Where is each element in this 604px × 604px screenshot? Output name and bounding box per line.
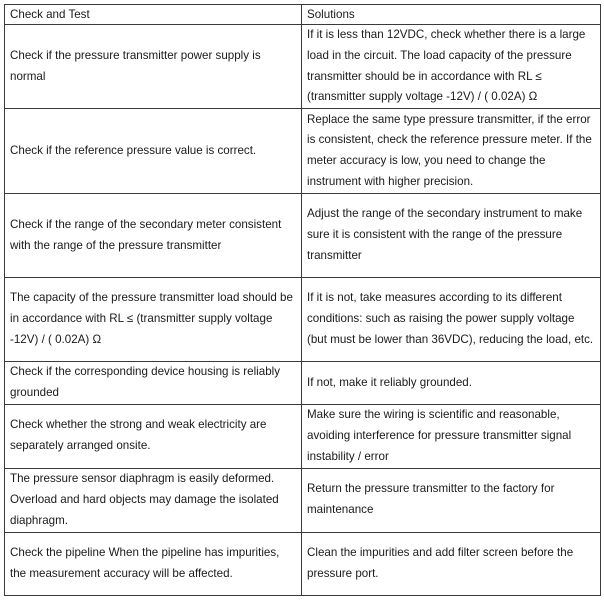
solution-cell: Return the pressure transmitter to the factory for maintenance xyxy=(302,468,601,532)
header-solutions: Solutions xyxy=(302,5,601,25)
check-cell: Check if the reference pressure value is correct. xyxy=(5,109,302,194)
check-cell: Check if the pressure transmitter power supply is normal xyxy=(5,25,302,109)
check-cell: Check the pipeline When the pipeline has impurities, the measurement accuracy will be affected. xyxy=(5,532,302,595)
table-row xyxy=(5,362,601,405)
solution-cell: Make sure the wiring is scientific and reasonable, avoiding interference for pressure transmitter signal instability / error xyxy=(302,404,601,468)
check-cell: The pressure sensor diaphragm is easily deformed. Overload and hard objects may damage the isolated diaphragm. xyxy=(5,468,302,532)
header-check-and-test: Check and Test xyxy=(5,5,302,25)
troubleshooting-table xyxy=(4,4,601,596)
solution-cell: Clean the impurities and add filter screen before the pressure port. xyxy=(302,532,601,595)
table-row xyxy=(5,404,601,468)
check-cell: Check whether the strong and weak electricity are separately arranged onsite. xyxy=(5,404,302,468)
solution-cell: If it is not, take measures according to its different conditions: such as raising the power supply voltage (but must be lower than 36VDC), reducing the load, etc. xyxy=(302,278,601,362)
solution-cell: If not, make it reliably grounded. xyxy=(302,362,601,405)
check-cell: The capacity of the pressure transmitter load should be in accordance with RL ≤ (transmitter supply voltage -12V) / ( 0.02A) Ω xyxy=(5,278,302,362)
table-row xyxy=(5,468,601,532)
solution-cell: Adjust the range of the secondary instrument to make sure it is consistent with the range of the pressure transmitter xyxy=(302,194,601,278)
table-row xyxy=(5,532,601,595)
solution-cell: Replace the same type pressure transmitter, if the error is consistent, check the reference pressure meter. If the meter accuracy is low, you need to change the instrument with higher precision. xyxy=(302,109,601,194)
table-row xyxy=(5,109,601,194)
table-row xyxy=(5,194,601,278)
table-row xyxy=(5,25,601,109)
table-row xyxy=(5,278,601,362)
header-row xyxy=(5,5,601,25)
check-cell: Check if the corresponding device housing is reliably grounded xyxy=(5,362,302,405)
solution-cell: If it is less than 12VDC, check whether there is a large load in the circuit. The load capacity of the pressure transmitter should be in accordance with RL ≤ (transmitter supply voltage -12V) / ( 0.02A) Ω xyxy=(302,25,601,109)
check-cell: Check if the range of the secondary meter consistent with the range of the pressure transmitter xyxy=(5,194,302,278)
